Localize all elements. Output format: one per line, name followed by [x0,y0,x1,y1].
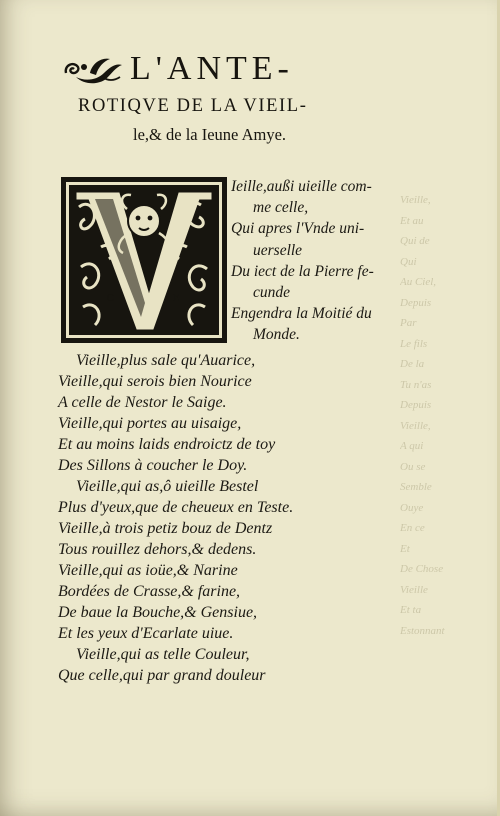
dropcap-line: cunde [253,284,291,301]
verse-line: Tous rouillez dehors,& dedens. [58,541,257,558]
show-through-line: Depuis [400,399,432,411]
dropcap-line: Du iect de la Pierre fe- [231,263,374,280]
verse-line: Et au moins laids endroictz de toy [58,436,276,453]
show-through-line: A qui [400,440,424,452]
show-through-line: Au Ciel, [400,276,437,288]
decorated-initial [61,177,227,343]
show-through-line: Et au [400,214,424,227]
verse-line: Que celle,qui par grand douleur [58,667,266,684]
show-through-line: Tu n'as [400,378,432,391]
show-through-line: De Chose [400,563,444,575]
page-subtitle-continued: le,& de la Ieune Amye. [133,125,287,144]
show-through-line: Estonnant [400,624,445,637]
verse-line: Des Sillons à coucher le Doy. [58,457,248,474]
show-through-line: Le fils [400,337,428,350]
verse-line: Vieille,qui portes au uisaige, [58,415,242,432]
dropcap-line: Engendra la Moitié du [231,305,372,322]
verse-line: Bordées de Crasse,& farine, [58,583,241,600]
show-through-line: En ce [400,522,425,534]
dropcap-line: Ieille,außi uieille com- [231,178,372,195]
show-through-line: Et [400,542,410,555]
dropcap-line: me celle, [253,199,309,216]
verse-line: A celle de Nestor le Saige. [58,394,227,411]
dropcap-line: uerselle [253,242,303,259]
show-through-line: Semble [400,481,432,493]
verse-line: Plus d'yeux,que de cheueux en Teste. [58,499,294,516]
page-subtitle: ROTIQVE DE LA VIEIL- [78,96,308,116]
show-through-line: Par [400,317,417,329]
verse-line: Vieille,qui as ioüe,& Narine [58,562,238,579]
show-through-line: Vieille [400,583,428,596]
show-through-line: Ouye [400,501,424,514]
show-through-line: Vieille, [400,419,431,432]
verse-line: Vieille,qui as,ô uieille Bestel [76,478,259,495]
show-through-line: Depuis [400,296,432,309]
show-through-line: Qui de [400,235,430,247]
show-through-line: Ou se [400,460,426,473]
show-through-text [400,190,488,641]
verse-line: Et les yeux d'Ecarlate uiue. [58,625,234,642]
show-through-line: Qui [400,255,417,268]
fleuron-icon [62,55,124,85]
verse-line: Vieille,plus sale qu'Auarice, [76,352,256,369]
show-through-line: Vieille, [400,194,431,206]
verse-line: Vieille,qui serois bien Nourice [58,373,252,390]
page-title: L'ANTE- [130,50,294,87]
dropcap-line: Monde. [253,326,300,343]
initial-inscription-right: E [173,293,180,304]
verse-line: De baue la Bouche,& Gensiue, [58,604,258,621]
show-through-line: De la [400,358,425,370]
verse-line: Vieille,qui as telle Couleur, [76,646,250,663]
verse-line: Vieille,à trois petiz bouz de Dentz [58,520,273,537]
initial-inscription-left: C [107,293,114,304]
dropcap-line: Qui apres l'Vnde uni- [231,220,365,237]
show-through-line: Et ta [400,604,422,616]
